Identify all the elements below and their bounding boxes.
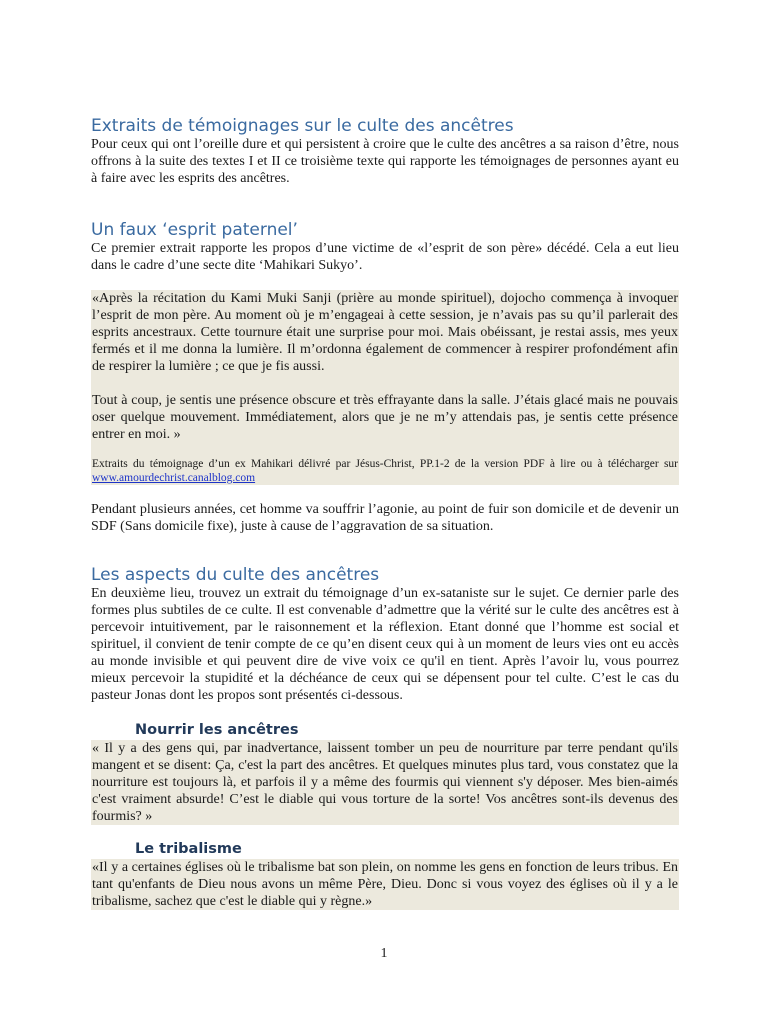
source-text: Extraits du témoignage d’un ex Mahikari délivré par Jésus-Christ, PP.1-2 de la version PDF à lire ou à télécharger sur [92, 458, 678, 470]
paragraph-intro: Pour ceux qui ont l’oreille dure et qui persistent à croire que le culte des ancêtres a sa raison d’être, nous offrons à la suite des textes I et II ce troisième texte qui rapporte les témoignages de personnes ayant eu à faire avec les esprits des ancêtres. [91, 137, 679, 186]
heading-aspects: Les aspects du culte des ancêtres [91, 565, 380, 585]
heading-extraits: Extraits de témoignages sur le culte des ancêtres [91, 116, 514, 136]
paragraph-after-quote: Pendant plusieurs années, cet homme va souffrir l’agonie, au point de fuir son domicile et de devenir un SDF (Sans domicile fixe), juste à cause de l’aggravation de sa situation. [91, 502, 679, 534]
quote-paragraph-1: «Après la récitation du Kami Muki Sanji (prière au monde spirituel), dojocho commença à invoquer l’esprit de mon père. Au moment où je m’engageai à cette session, je n’avais pas su qu’il parlerait des esprits ancestraux. Cette tournure était une surprise pour moi. Mais obéissant, je restai assis, mes yeux fermés et il me donna la lumière. Il m’ordonna également de commencer à respirer profondément afin de respirer la lumière ; ce que je fis aussi. [92, 291, 678, 374]
document-body [91, 116, 679, 910]
page-number: 1 [380, 946, 388, 961]
subheading-nourrir: Nourrir les ancêtres [135, 722, 299, 738]
paragraph-mahikari-intro: Ce premier extrait rapporte les propos d’une victime de «l’esprit de son père» décédé. Cela a eut lieu dans le cadre d’une secte dite ‘Mahikari Sukyo’. [91, 241, 679, 273]
quote-nourrir-text: « Il y a des gens qui, par inadvertance, laissent tomber un peu de nourriture par terre pendant qu'ils mangent et se disent: Ça, c'est la part des ancêtres. Et quelques minutes plus tard, vous constatez que la nourriture est toujours là, et parfois il y a même des fourmis qui viennent s'y déposer. Mes bien-aimés c'est vraiment absurde! C’est le diable qui vous torture de la sorte! Vos ancêtres sont-ils devenus des fourmis? » [92, 741, 678, 824]
paragraph-aspects-intro: En deuxième lieu, trouvez un extrait du témoignage d’un ex-sataniste sur le sujet. Ce dernier parle des formes plus subtiles de ce culte. Il est convenable d’admettre que la vérité sur le culte des ancêtres est à percevoir intuitivement, par le raisonnement et la réflexion. Etant donné que l’homme est social et spirituel, il convient de tenir compte de ce qu’en disent ceux qui à un moment de leurs vies ont eu accès au monde invisible et qui peuvent dire de vive voix ce qu'il en tient. Après l’avoir lu, vous pourrez mieux percevoir la stupidité et la déchéance de ceux qui se dépensent pour tel culte. C’est le cas du pasteur Jonas dont les propos sont présentés ci-dessous. [91, 586, 679, 703]
quote-tribalisme-text: «Il y a certaines églises où le tribalisme bat son plein, on nomme les gens en fonction de leurs tribus. En tant qu'enfants de Dieu nous avons un même Père, Dieu. Donc si vous voyez des églises où il y a le tribalisme, sachez que c'est le diable qui y règne.» [92, 860, 678, 909]
heading-faux-esprit: Un faux ‘esprit paternel’ [91, 220, 298, 240]
quote-source [92, 457, 678, 485]
quote-block-tribalisme [91, 859, 679, 910]
subheading-tribalisme: Le tribalisme [135, 841, 242, 857]
source-link[interactable]: www.amourdechrist.canalblog.com [92, 472, 256, 484]
quote-block-mahikari [91, 290, 679, 485]
quote-block-nourrir [91, 740, 679, 825]
quote-paragraph-2: Tout à coup, je sentis une présence obscure et très effrayante dans la salle. J’étais glacé mais ne pouvais oser quelque mouvement. Immédiatement, alors que je ne m’y attendais pas, je sentis cette présence entrer en moi. » [92, 393, 678, 442]
